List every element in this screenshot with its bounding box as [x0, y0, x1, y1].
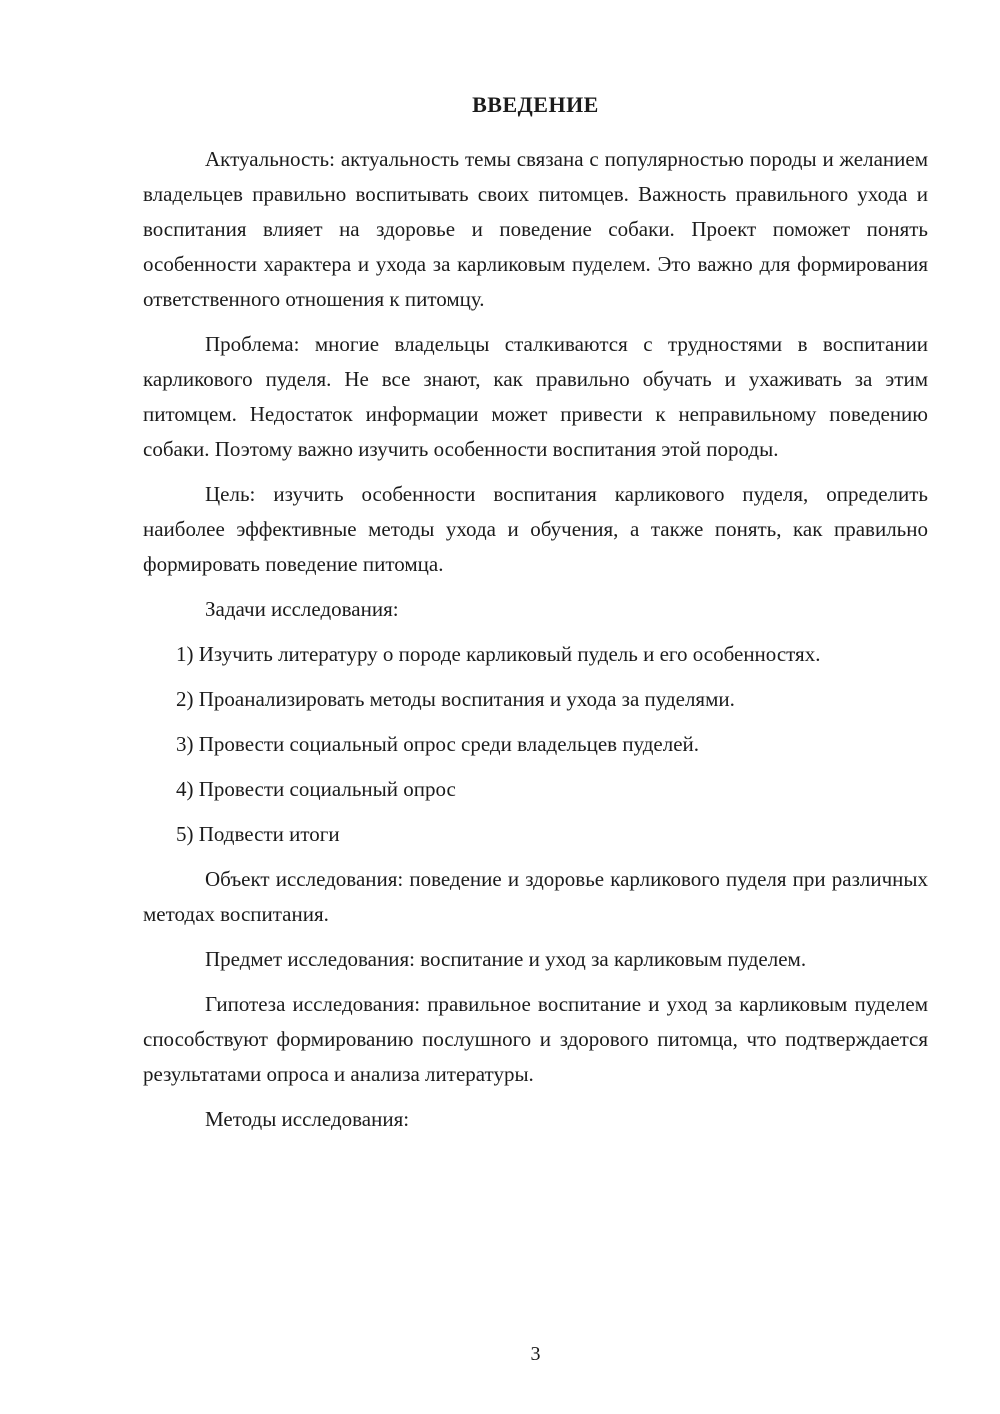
document-title: ВВЕДЕНИЕ	[472, 92, 599, 117]
task-item-1: 1) Изучить литературу о породе карликовый пудель и его особенностях.	[176, 642, 821, 666]
page-number: 3	[530, 1343, 541, 1365]
paragraph-cel: Цель: изучить особенности воспитания карликового пуделя, определить наиболее эффективные методы ухода и обучения, а также понять, как правильно формировать поведение питомца.	[143, 482, 928, 576]
paragraph-problema: Проблема: многие владельцы сталкиваются с трудностями в воспитании карликового пуделя. Не все знают, как правильно обучать и ухаживать за этим питомцем. Недостаток информации может привести к неправильному поведению собаки. Поэтому важно изучить особенности воспитания этой породы.	[143, 332, 928, 461]
task-item-2: 2) Проанализировать методы воспитания и ухода за пуделями.	[176, 687, 735, 711]
task-item-4: 4) Провести социальный опрос	[176, 777, 456, 801]
paragraph-obekt: Объект исследования: поведение и здоровье карликового пуделя при различных методах воспитания.	[143, 867, 928, 926]
heading-zadachi: Задачи исследования:	[205, 597, 399, 621]
paragraph-gipoteza: Гипотеза исследования: правильное воспитание и уход за карликовым пуделем способствуют формированию послушного и здорового питомца, что подтверждается результатами опроса и анализа литературы.	[143, 992, 928, 1086]
task-item-3: 3) Провести социальный опрос среди владельцев пуделей.	[176, 732, 700, 756]
heading-metody: Методы исследования:	[205, 1107, 410, 1131]
paragraph-predmet: Предмет исследования: воспитание и уход за карликовым пуделем.	[205, 947, 807, 971]
paragraph-aktualnost: Актуальность: актуальность темы связана с популярностью породы и желанием владельцев правильно воспитывать своих питомцев. Важность правильного ухода и воспитания влияет на здоровье и поведение собаки. Проект поможет понять особенности характера и ухода за карликовым пуделем. Это важно для формирования ответственного отношения к питомцу.	[143, 147, 928, 311]
task-item-5: 5) Подвести итоги	[176, 822, 340, 846]
